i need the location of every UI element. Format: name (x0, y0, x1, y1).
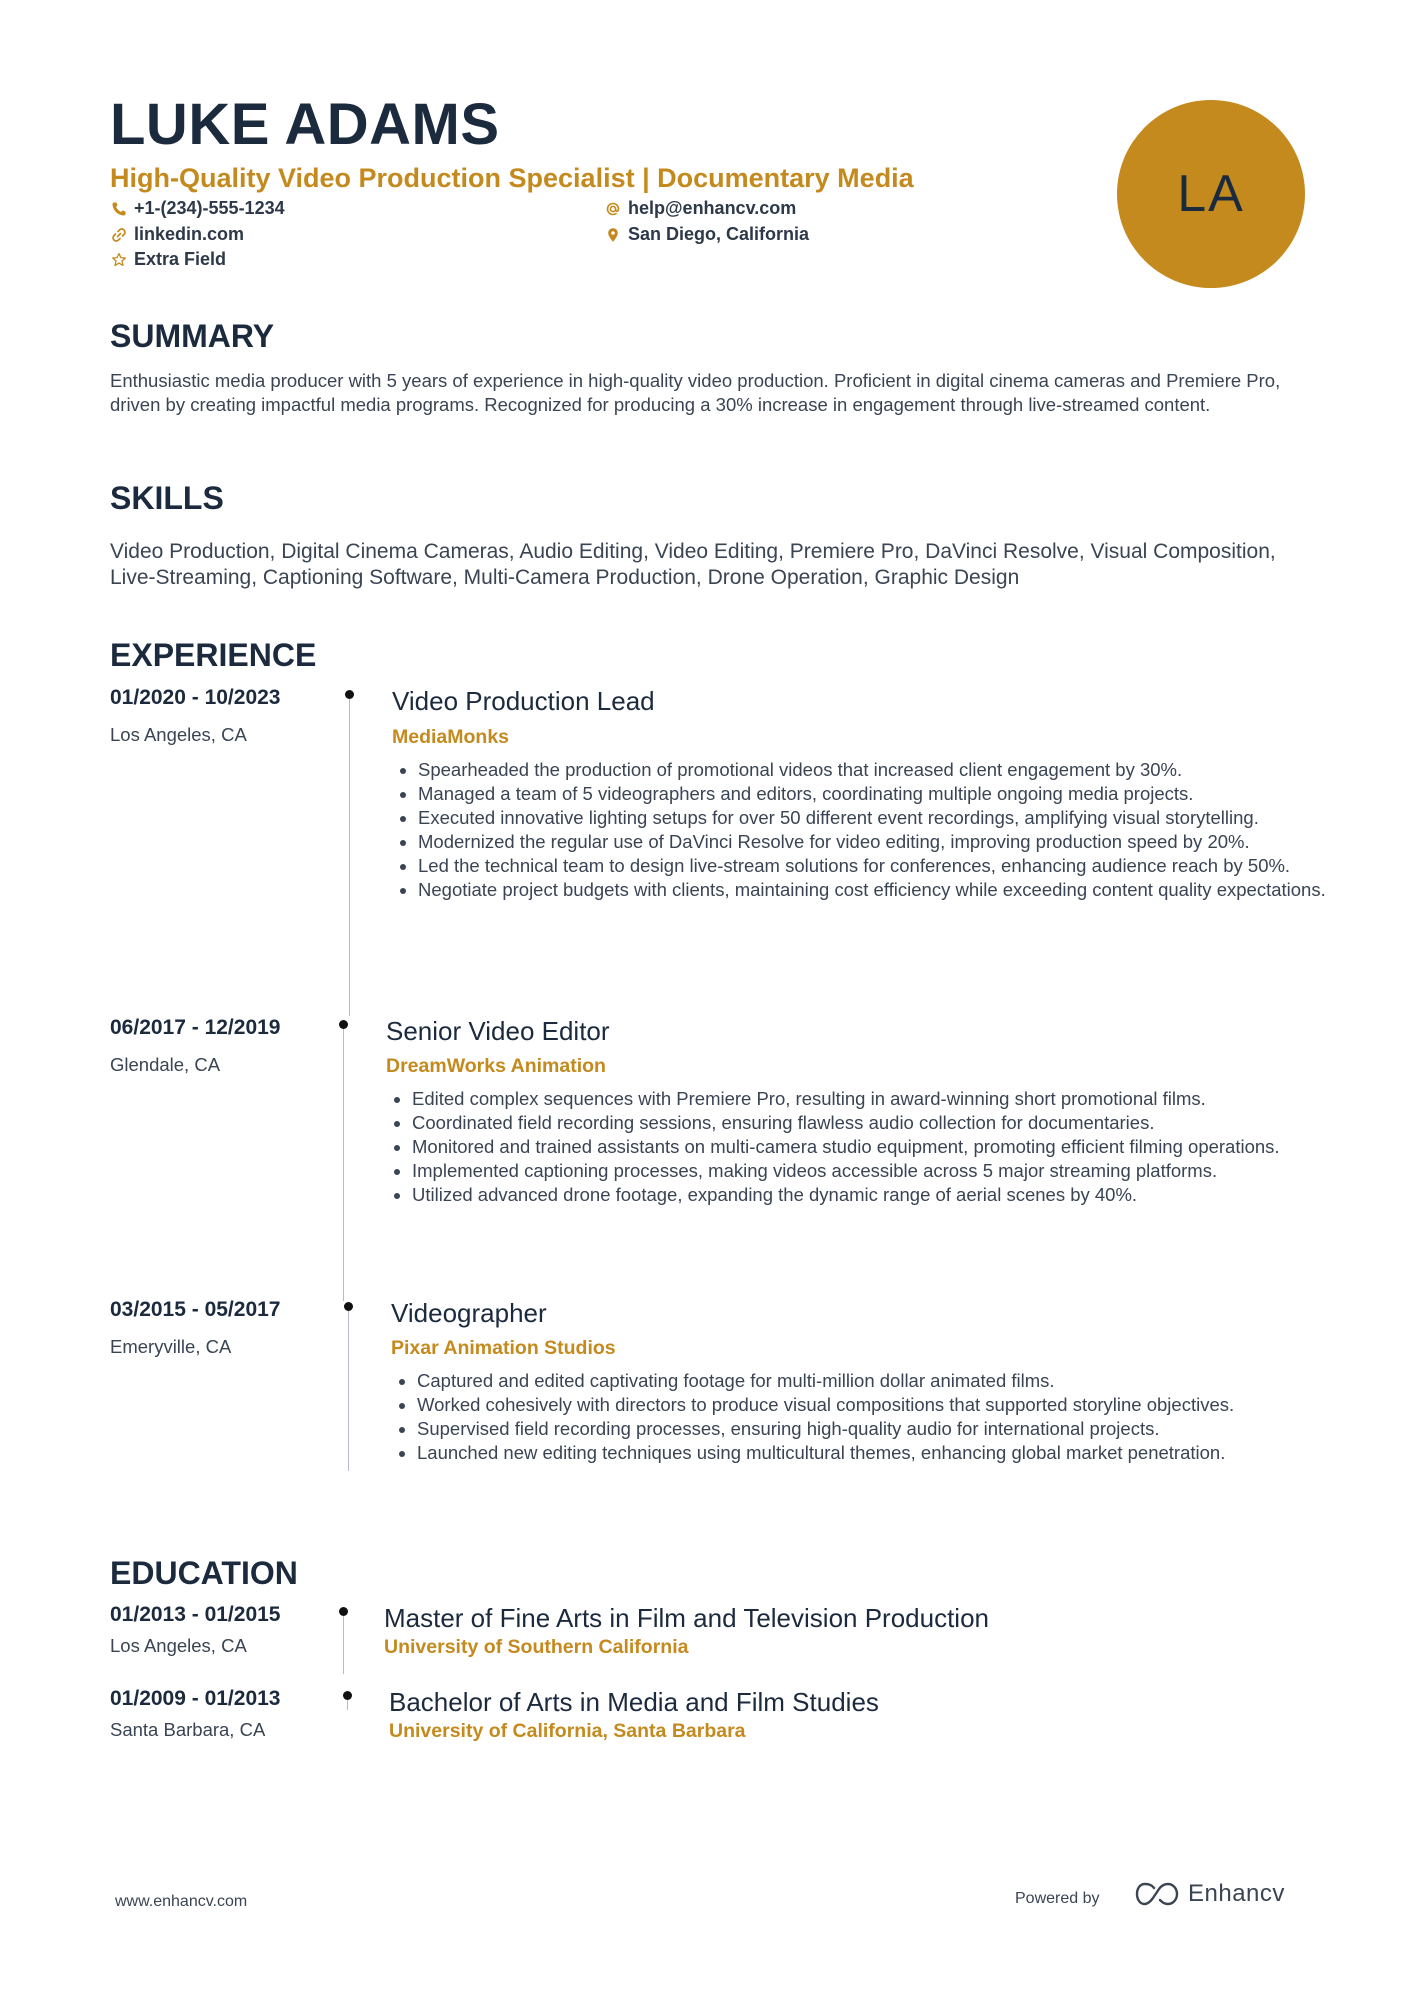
bullet-item: • Modernized the regular use of DaVinci Resolve for video editing, improving production speed by 20%. (418, 830, 1338, 854)
bullet-item: • Negotiate project budgets with clients, maintaining cost efficiency while exceeding content quality expectations. (418, 878, 1338, 902)
experience-title: EXPERIENCE (110, 637, 317, 673)
contact-email[interactable]: help@enhancv.com (604, 198, 796, 219)
contact-extra-field: Extra Field (110, 249, 226, 270)
star-icon (110, 251, 128, 269)
candidate-headline: High-Quality Video Production Specialist | Documentary Media (110, 163, 914, 193)
timeline-line (343, 1616, 344, 1674)
education-date: 01/2013 - 01/2015 (110, 1603, 281, 1626)
experience-company: MediaMonks (392, 726, 510, 748)
education-school: University of Southern California (384, 1636, 689, 1658)
timeline-line (347, 1700, 348, 1710)
bullet-item: • Managed a team of 5 videographers and editors, coordinating multiple ongoing media projects. (418, 782, 1338, 806)
contact-linkedin[interactable]: linkedin.com (110, 224, 244, 245)
bullet-item: • Worked cohesively with directors to produce visual compositions that supported storyline objectives. (417, 1393, 1337, 1417)
bullet-item: • Utilized advanced drone footage, expanding the dynamic range of aerial scenes by 40%. (412, 1183, 1332, 1207)
powered-by-label: Powered by (1015, 1890, 1100, 1907)
location-pin-icon (604, 226, 622, 244)
bullet-item: • Coordinated field recording sessions, ensuring flawless audio collection for documentaries. (412, 1111, 1332, 1135)
enhancv-logo-icon (1134, 1881, 1180, 1907)
timeline-line (343, 1029, 344, 1301)
experience-location: Glendale, CA (110, 1054, 221, 1075)
experience-date: 01/2020 - 10/2023 (110, 686, 281, 709)
bullet-item: • Led the technical team to design live-stream solutions for conferences, enhancing audience reach by 50%. (418, 854, 1338, 878)
bullet-item: • Launched new editing techniques using multicultural themes, enhancing global market penetration. (417, 1441, 1337, 1465)
summary-text: Enthusiastic media producer with 5 years of experience in high-quality video production. Proficient in digital cinema cameras and Premiere Pro, driven by creating impactful media programs. Recognized for producing a 30% increase in engagement through live-streamed content. (110, 370, 1281, 415)
enhancv-wordmark: Enhancv (1188, 1880, 1285, 1907)
footer-website-link[interactable]: www.enhancv.com (115, 1893, 248, 1910)
timeline-dot (345, 690, 354, 699)
timeline-dot (339, 1607, 348, 1616)
bullet-item: • Implemented captioning processes, making videos accessible across 5 major streaming platforms. (412, 1159, 1332, 1183)
experience-company: DreamWorks Animation (386, 1055, 606, 1077)
summary-title: SUMMARY (110, 318, 275, 354)
experience-role: Video Production Lead (392, 686, 655, 716)
education-degree: Bachelor of Arts in Media and Film Studies (389, 1687, 879, 1717)
experience-company: Pixar Animation Studios (391, 1337, 616, 1359)
bullet-item: • Monitored and trained assistants on multi-camera studio equipment, promoting efficient filming operations. (412, 1135, 1332, 1159)
experience-date: 06/2017 - 12/2019 (110, 1016, 281, 1039)
timeline-dot (343, 1691, 352, 1700)
education-location: Los Angeles, CA (110, 1635, 247, 1656)
experience-location: Emeryville, CA (110, 1336, 232, 1357)
contact-phone: +1-(234)-555-1234 (110, 198, 285, 219)
bullet-item: • Supervised field recording processes, ensuring high-quality audio for international projects. (417, 1417, 1337, 1441)
experience-role: Videographer (391, 1298, 547, 1328)
timeline-dot (339, 1020, 348, 1029)
avatar (1117, 100, 1305, 288)
skills-title: SKILLS (110, 480, 224, 516)
candidate-name: LUKE ADAMS (110, 92, 500, 157)
education-date: 01/2009 - 01/2013 (110, 1687, 281, 1710)
experience-location: Los Angeles, CA (110, 724, 247, 745)
timeline-dot (344, 1302, 353, 1311)
phone-icon (110, 200, 128, 218)
skills-text: Video Production, Digital Cinema Cameras, Audio Editing, Video Editing, Premiere Pro, DaVinci Resolve, Visual Composition, Live-Streaming, Captioning Software, Multi-Camera Production, Drone Operation, Graphic Design (110, 540, 1276, 589)
experience-bullets (386, 1087, 1332, 1207)
education-location: Santa Barbara, CA (110, 1719, 266, 1740)
timeline-line (348, 1311, 349, 1471)
enhancv-logo[interactable] (1134, 1880, 1285, 1908)
bullet-item: • Captured and edited captivating footage for multi-million dollar animated films. (417, 1369, 1337, 1393)
timeline-line (349, 699, 350, 1016)
contact-location: San Diego, California (604, 224, 809, 245)
bullet-item: • Spearheaded the production of promotional videos that increased client engagement by 30%. (418, 758, 1338, 782)
avatar-initials: LA (1177, 165, 1245, 223)
link-icon (110, 226, 128, 244)
education-degree: Master of Fine Arts in Film and Television Production (384, 1603, 990, 1633)
education-title: EDUCATION (110, 1555, 298, 1591)
bullet-item: • Edited complex sequences with Premiere Pro, resulting in award-winning short promotional films. (412, 1087, 1332, 1111)
experience-date: 03/2015 - 05/2017 (110, 1298, 281, 1321)
experience-role: Senior Video Editor (386, 1016, 610, 1046)
experience-bullets (391, 1369, 1337, 1465)
at-icon (604, 200, 622, 218)
bullet-item: • Executed innovative lighting setups for over 50 different event recordings, amplifying visual storytelling. (418, 806, 1338, 830)
education-school: University of California, Santa Barbara (389, 1720, 746, 1742)
experience-bullets (392, 758, 1338, 902)
